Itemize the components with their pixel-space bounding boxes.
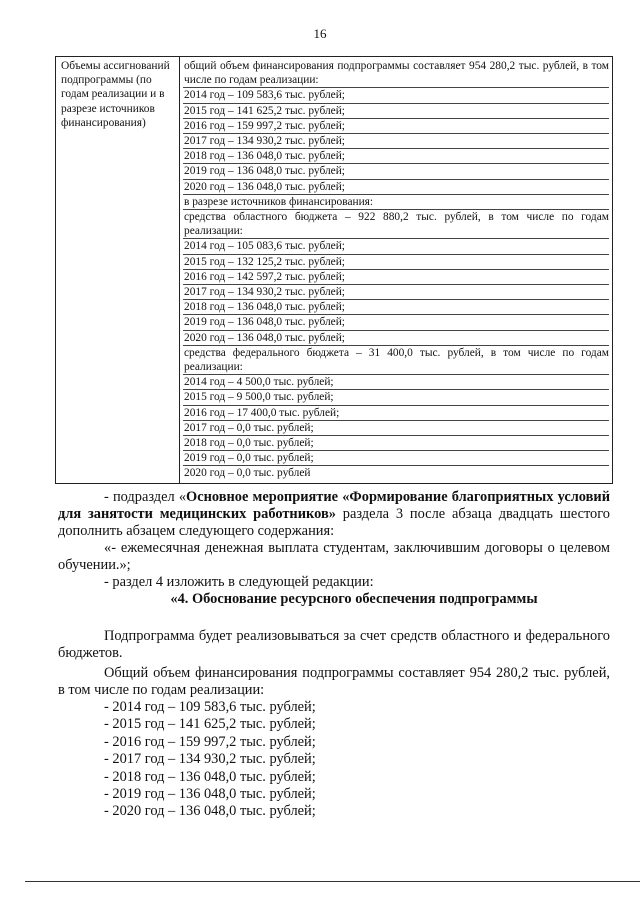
financing-table	[55, 56, 613, 484]
page-number: 16	[313, 26, 327, 41]
section-4-instruction: - раздел 4 изложить в следующей редакции:	[104, 574, 374, 590]
subsection-title: Основное мероприятие «Формирование благоприятных условий для занятости медицинских работников»	[58, 489, 610, 522]
list-item: - 2017 год – 134 930,2 тыс. рублей;	[104, 751, 316, 768]
list-item: - 2016 год – 159 997,2 тыс. рублей;	[104, 733, 316, 750]
federal-year-line: 2016 год – 17 400,0 тыс. рублей;	[183, 406, 609, 421]
total-financing-intro: общий объем финансирования подпрограммы составляет 954 280,2 тыс. рублей, в том числе по годам реализации:	[183, 59, 609, 88]
amendment-paragraph-subsection	[58, 489, 610, 540]
federal-year-line: 2017 год – 0,0 тыс. рублей;	[183, 421, 609, 436]
regional-year-line: 2018 год – 136 048,0 тыс. рублей;	[183, 300, 609, 315]
sources-intro: в разрезе источников финансирования:	[183, 195, 609, 210]
regional-year-line: 2016 год – 142 597,2 тыс. рублей;	[183, 270, 609, 285]
total-funding-paragraph: Общий объем финансирования подпрограммы составляет 954 280,2 тыс. рублей, в том числе по годам реализации:	[58, 665, 610, 698]
total-year-line: 2019 год – 136 048,0 тыс. рублей;	[183, 164, 609, 179]
table-value-cell	[180, 57, 613, 484]
list-item: - 2015 год – 141 625,2 тыс. рублей;	[104, 716, 316, 733]
section-heading: «4. Обоснование ресурсного обеспечения подпрограммы	[170, 591, 538, 607]
funding-sources-paragraph: Подпрограмма будет реализовываться за счет средств областного и федерального бюджетов.	[58, 628, 610, 661]
table-row	[56, 57, 613, 484]
bottom-rule	[25, 881, 640, 882]
total-year-line: 2018 год – 136 048,0 тыс. рублей;	[183, 149, 609, 164]
amendment-suffix: раздела 3 после абзаца двадцать шестого дополнить абзацем следующего содержания:	[58, 506, 610, 539]
inserted-paragraph: «- ежемесячная денежная выплата студентам, заключившим договоры о целевом обучении.»;	[58, 540, 610, 573]
section-4-text	[58, 628, 610, 821]
list-item: - 2014 год – 109 583,6 тыс. рублей;	[104, 699, 316, 715]
total-year-line: 2015 год – 141 625,2 тыс. рублей;	[183, 104, 609, 119]
total-year-line: 2017 год – 134 930,2 тыс. рублей;	[183, 134, 609, 149]
federal-budget-intro: средства федерального бюджета – 31 400,0 тыс. рублей, в том числе по годам реализации:	[183, 346, 609, 375]
federal-year-line: 2020 год – 0,0 тыс. рублей	[184, 467, 311, 480]
amendment-text	[58, 489, 610, 608]
list-item: - 2019 год – 136 048,0 тыс. рублей;	[104, 786, 316, 803]
list-item: - 2018 год – 136 048,0 тыс. рублей;	[104, 768, 316, 785]
amendment-prefix: - подраздел «	[104, 489, 187, 505]
regional-year-line: 2014 год – 105 083,6 тыс. рублей;	[183, 239, 609, 254]
list-item: - 2020 год – 136 048,0 тыс. рублей;	[104, 803, 316, 820]
total-year-line: 2014 год – 109 583,6 тыс. рублей;	[183, 88, 609, 103]
regional-budget-intro: средства областного бюджета – 922 880,2 тыс. рублей, в том числе по годам реализации:	[183, 210, 609, 239]
regional-year-line: 2015 год – 132 125,2 тыс. рублей;	[183, 255, 609, 270]
regional-year-line: 2017 год – 134 930,2 тыс. рублей;	[183, 285, 609, 300]
total-year-line: 2020 год – 136 048,0 тыс. рублей;	[183, 180, 609, 195]
regional-year-line: 2019 год – 136 048,0 тыс. рублей;	[183, 315, 609, 330]
federal-year-line: 2018 год – 0,0 тыс. рублей;	[183, 436, 609, 451]
regional-year-line: 2020 год – 136 048,0 тыс. рублей;	[183, 331, 609, 346]
federal-year-line: 2014 год – 4 500,0 тыс. рублей;	[183, 375, 609, 390]
federal-year-line: 2019 год – 0,0 тыс. рублей;	[183, 451, 609, 466]
table-label-cell: Объемы ассигнований подпрограммы (по годам реализации и в разрезе источников финансирования)	[56, 57, 180, 484]
federal-year-line: 2015 год – 9 500,0 тыс. рублей;	[183, 390, 609, 405]
total-year-line: 2016 год – 159 997,2 тыс. рублей;	[183, 119, 609, 134]
